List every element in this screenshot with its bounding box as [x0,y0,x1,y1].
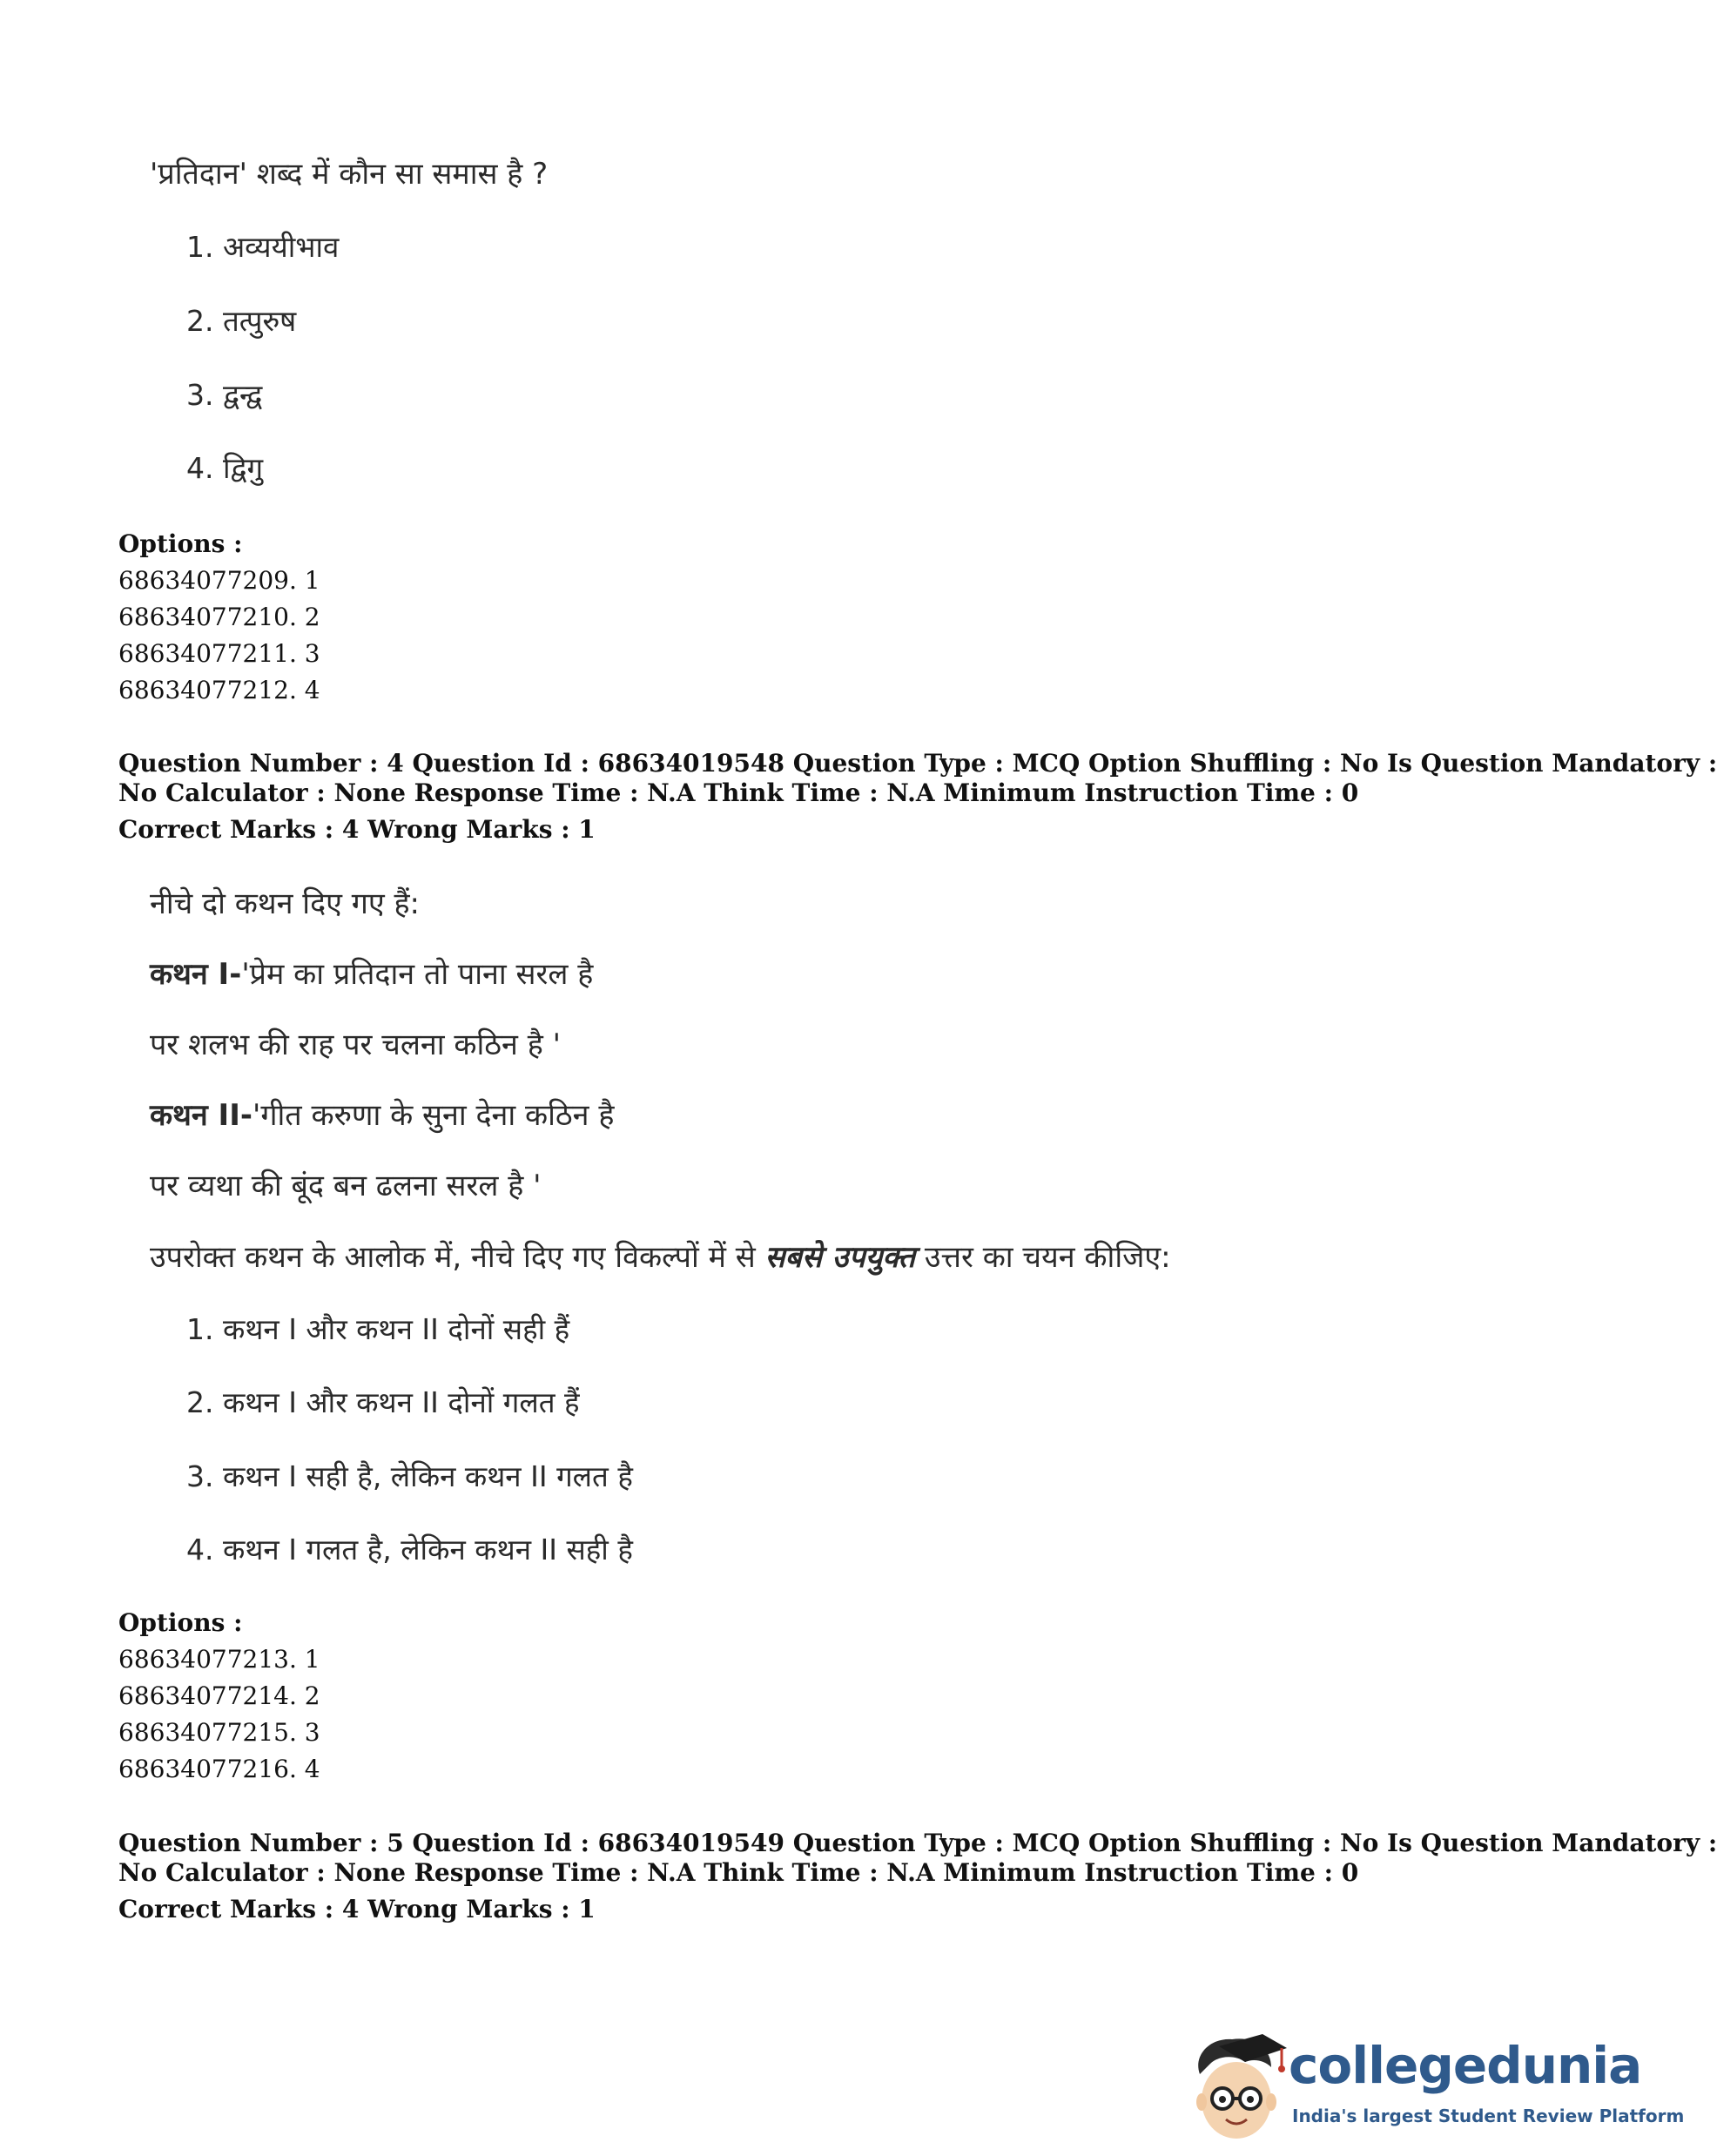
collegedunia-logo [1184,2029,1685,2151]
q4-marks: Correct Marks : 4 Wrong Marks : 1 [118,815,596,844]
q4-intro: नीचे दो कथन दिए गए हैं: [150,886,420,921]
q3-stem: 'प्रतिदान' शब्द में कौन सा समास है ? [150,157,549,192]
q4-option-id-2: 68634077214. 2 [118,1681,320,1710]
mascot-icon [1184,2029,1289,2151]
q4-meta-line-1: Question Number : 4 Question Id : 68634019548 Question Type : MCQ Option Shuffling : No Is Question Mandatory : [118,749,1717,778]
q5-meta [118,1825,1717,1928]
q4-instruction-post: उत्तर का चयन कीजिए: [915,1240,1171,1275]
q4-options-title: Options : [118,1608,243,1637]
q5-marks: Correct Marks : 4 Wrong Marks : 1 [118,1895,596,1924]
q3-choice-1: 1. अव्ययीभाव [186,230,340,264]
q5-meta-line-2: No Calculator : None Response Time : N.A Think Time : N.A Minimum Instruction Time : 0 [118,1858,1359,1887]
q4-option-id-3: 68634077215. 3 [118,1718,320,1747]
logo-tagline: India's largest Student Review Platform [1292,2105,1685,2126]
q4-statement-1-text-a: 'प्रेम का प्रतिदान तो पाना सरल है [241,957,594,992]
q4-choice-3: 3. कथन I सही है, लेकिन कथन II गलत है [186,1459,633,1493]
q4-choice-4: 4. कथन I गलत है, लेकिन कथन II सही है [186,1533,633,1566]
q4-option-id-1: 68634077213. 1 [118,1645,320,1674]
q4-statement-2-label: कथन II- [150,1098,252,1133]
q4-instruction-emphasis: सबसे उपयुक्त [764,1240,916,1275]
q4-option-id-4: 68634077216. 4 [118,1755,320,1783]
logo-wordmark: collegedunia [1289,2036,1642,2095]
q4-statement-2-text-a: 'गीत करुणा के सुना देना कठिन है [252,1098,615,1133]
q3-choice-2: 2. तत्पुरुष [186,304,297,338]
q4-choice-1: 1. कथन I और कथन II दोनों सही हैं [186,1312,570,1346]
q4-meta-line-2: No Calculator : None Response Time : N.A Think Time : N.A Minimum Instruction Time : 0 [118,778,1359,807]
q4-statement-1-label: कथन I- [150,957,242,992]
q3-option-id-1: 68634077209. 1 [118,566,320,595]
q4-instruction-pre: उपरोक्त कथन के आलोक में, नीचे दिए गए विकल्पों में से [150,1240,765,1275]
q3-choice-3: 3. द्वन्द्व [186,378,263,412]
q3-option-id-2: 68634077210. 2 [118,603,320,631]
q4-statement-1-a [150,957,593,992]
q4-statement-2-b: पर व्यथा की बूंद बन ढलना सरल है ' [150,1169,542,1203]
q3-options-title: Options : [118,529,243,558]
q4-choice-2: 2. कथन I और कथन II दोनों गलत हैं [186,1385,580,1419]
q4-statement-2-a [150,1098,614,1133]
q4-meta [118,745,1717,848]
q3-options-list [118,526,320,709]
q5-meta-line-1: Question Number : 5 Question Id : 68634019549 Question Type : MCQ Option Shuffling : No Is Question Mandatory : [118,1829,1717,1857]
q3-option-id-4: 68634077212. 4 [118,676,320,704]
q3-choice-4: 4. द्विगु [186,451,264,485]
q4-statement-1-b: पर शलभ की राह पर चलना कठिन है ' [150,1027,561,1062]
q3-option-id-3: 68634077211. 3 [118,639,320,668]
q4-options-list [118,1605,320,1788]
q4-instruction [150,1240,1171,1275]
